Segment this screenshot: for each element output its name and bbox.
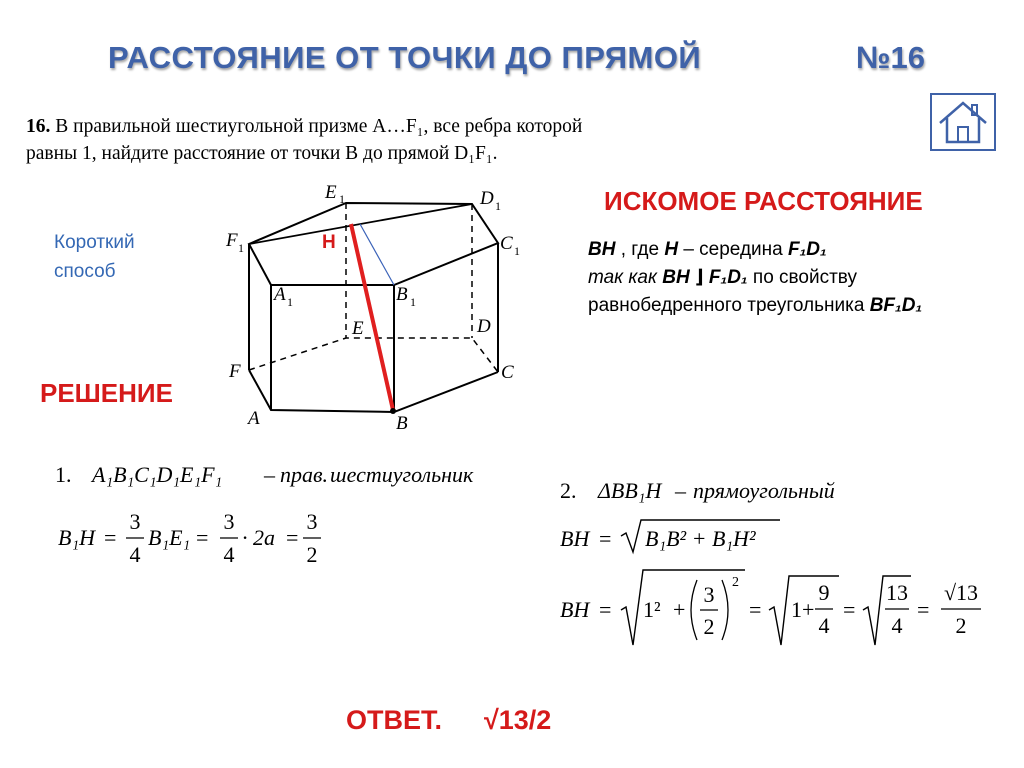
triangle-term: BF₁D₁ bbox=[869, 295, 923, 316]
problem-line-1 bbox=[26, 113, 746, 140]
method-label: Короткий способ bbox=[54, 232, 135, 282]
rad3-den: 4 bbox=[818, 613, 830, 638]
rad3-num: 9 bbox=[818, 580, 830, 605]
step-2-lhs-2: BH bbox=[560, 597, 590, 622]
page-title: РАССТОЯНИЕ ОТ ТОЧКИ ДО ПРЯМОЙ bbox=[108, 40, 702, 75]
word-right-triangle: прямоугольный bbox=[693, 478, 835, 503]
answer-label: ОТВЕТ. bbox=[346, 705, 442, 735]
final-den: 2 bbox=[955, 613, 967, 638]
rad4-den: 4 bbox=[891, 613, 903, 638]
f1d1-term-2: F₁D₁ bbox=[703, 267, 748, 288]
sub-a1: 1 bbox=[287, 295, 293, 309]
problem-text-1: В правильной шестиугольной призме A…F₁, все ребра которой bbox=[50, 116, 583, 137]
top-face bbox=[249, 203, 498, 285]
label-d: D bbox=[477, 316, 491, 337]
problem-number: №16 bbox=[856, 40, 926, 75]
times-2a: · 2a bbox=[242, 525, 275, 550]
eq-3: = bbox=[286, 525, 299, 550]
step-2-lhs-1: BH bbox=[560, 526, 590, 551]
step-2 bbox=[555, 470, 1005, 655]
home-icon bbox=[932, 95, 994, 149]
f1d1-term: F₁D₁ bbox=[788, 239, 827, 260]
eq-6: = bbox=[749, 597, 762, 622]
answer bbox=[346, 705, 551, 736]
rad4-num: 13 bbox=[886, 580, 908, 605]
step-2-number: 2. bbox=[560, 478, 577, 503]
text-property: по свойству bbox=[747, 267, 857, 288]
label-e1: E bbox=[325, 182, 337, 203]
rad2-den: 2 bbox=[703, 614, 715, 639]
problem-number-inline: 16. bbox=[26, 116, 51, 137]
label-a: A bbox=[248, 408, 260, 429]
answer-value: √13/2 bbox=[483, 705, 552, 735]
label-e: E bbox=[352, 318, 364, 339]
sub-f1: 1 bbox=[238, 241, 244, 255]
text-since: так как bbox=[588, 267, 663, 288]
word-regular: прав. bbox=[280, 462, 329, 487]
segment-bh bbox=[351, 224, 393, 410]
dash-2: – bbox=[675, 478, 686, 503]
eq-5: = bbox=[599, 597, 612, 622]
explanation-line-1 bbox=[588, 236, 1018, 264]
plus-1: + bbox=[673, 597, 686, 622]
eq-8: = bbox=[917, 597, 930, 622]
dash-1: – bbox=[264, 462, 275, 487]
label-d1: D bbox=[480, 188, 494, 209]
label-f: F bbox=[229, 361, 241, 382]
frac2-num: 3 bbox=[223, 509, 235, 534]
sought-heading: ИСКОМОЕ РАССТОЯНИЕ bbox=[604, 186, 923, 216]
frac1-den: 4 bbox=[129, 542, 141, 567]
problem-statement bbox=[26, 113, 746, 167]
sub-e1: 1 bbox=[339, 192, 345, 206]
frac1-num: 3 bbox=[129, 509, 141, 534]
bottom-visible bbox=[249, 370, 498, 412]
label-h: H bbox=[322, 232, 336, 253]
explanation-line-2 bbox=[588, 264, 1018, 292]
bh-term-2: BH bbox=[662, 267, 695, 288]
b1e1-term: B₁E₁ bbox=[148, 525, 191, 550]
sub-d1: 1 bbox=[495, 199, 501, 213]
h-term: H bbox=[664, 239, 679, 260]
label-c: C bbox=[501, 362, 514, 383]
step-1 bbox=[40, 455, 520, 575]
segment-b1h bbox=[360, 224, 394, 285]
one-squared: 1² bbox=[643, 597, 661, 622]
result-num: 3 bbox=[306, 509, 318, 534]
step-1-number: 1. bbox=[55, 462, 72, 487]
word-hexagon: шестиугольник bbox=[330, 462, 474, 487]
final-num: √13 bbox=[943, 580, 979, 605]
frac2-den: 4 bbox=[223, 542, 235, 567]
prism-figure bbox=[215, 180, 535, 435]
rad2-num: 3 bbox=[703, 582, 715, 607]
rad3-one-plus: 1+ bbox=[791, 597, 815, 622]
perpendicular-icon: ⌋ bbox=[694, 267, 704, 288]
label-c1: C bbox=[500, 233, 513, 254]
eq-7: = bbox=[843, 597, 856, 622]
problem-text-2: равны 1, найдите расстояние от точки B до прямой D₁F₁. bbox=[26, 143, 498, 164]
sought-explanation bbox=[588, 236, 1018, 320]
label-f1: F bbox=[226, 230, 238, 251]
label-b1: B bbox=[396, 284, 408, 305]
result-den: 2 bbox=[306, 542, 318, 567]
eq-1: = bbox=[104, 525, 117, 550]
hexagon-name: A₁B₁C₁D₁E₁F₁ bbox=[92, 462, 223, 487]
text-where: , где bbox=[615, 239, 665, 260]
label-b: B bbox=[396, 413, 408, 434]
radicand-1: B₁B² + B₁H² bbox=[645, 526, 756, 551]
text-midpoint: – середина bbox=[678, 239, 788, 260]
explanation-line-3 bbox=[588, 292, 1018, 320]
eq-4: = bbox=[599, 526, 612, 551]
eq-2: = bbox=[196, 525, 209, 550]
sub-b1: 1 bbox=[410, 295, 416, 309]
label-a1: A bbox=[274, 284, 286, 305]
step-1-lhs: B₁H bbox=[58, 525, 95, 550]
solution-heading: РЕШЕНИЕ bbox=[40, 378, 173, 408]
bh-term: BH bbox=[588, 239, 616, 260]
sub-c1: 1 bbox=[514, 244, 520, 258]
home-button[interactable] bbox=[930, 93, 996, 151]
triangle-bb1h: ΔBB₁H bbox=[598, 478, 662, 503]
text-isosceles: равнобедренного треугольника bbox=[588, 295, 870, 316]
rad2-power: 2 bbox=[732, 575, 739, 590]
